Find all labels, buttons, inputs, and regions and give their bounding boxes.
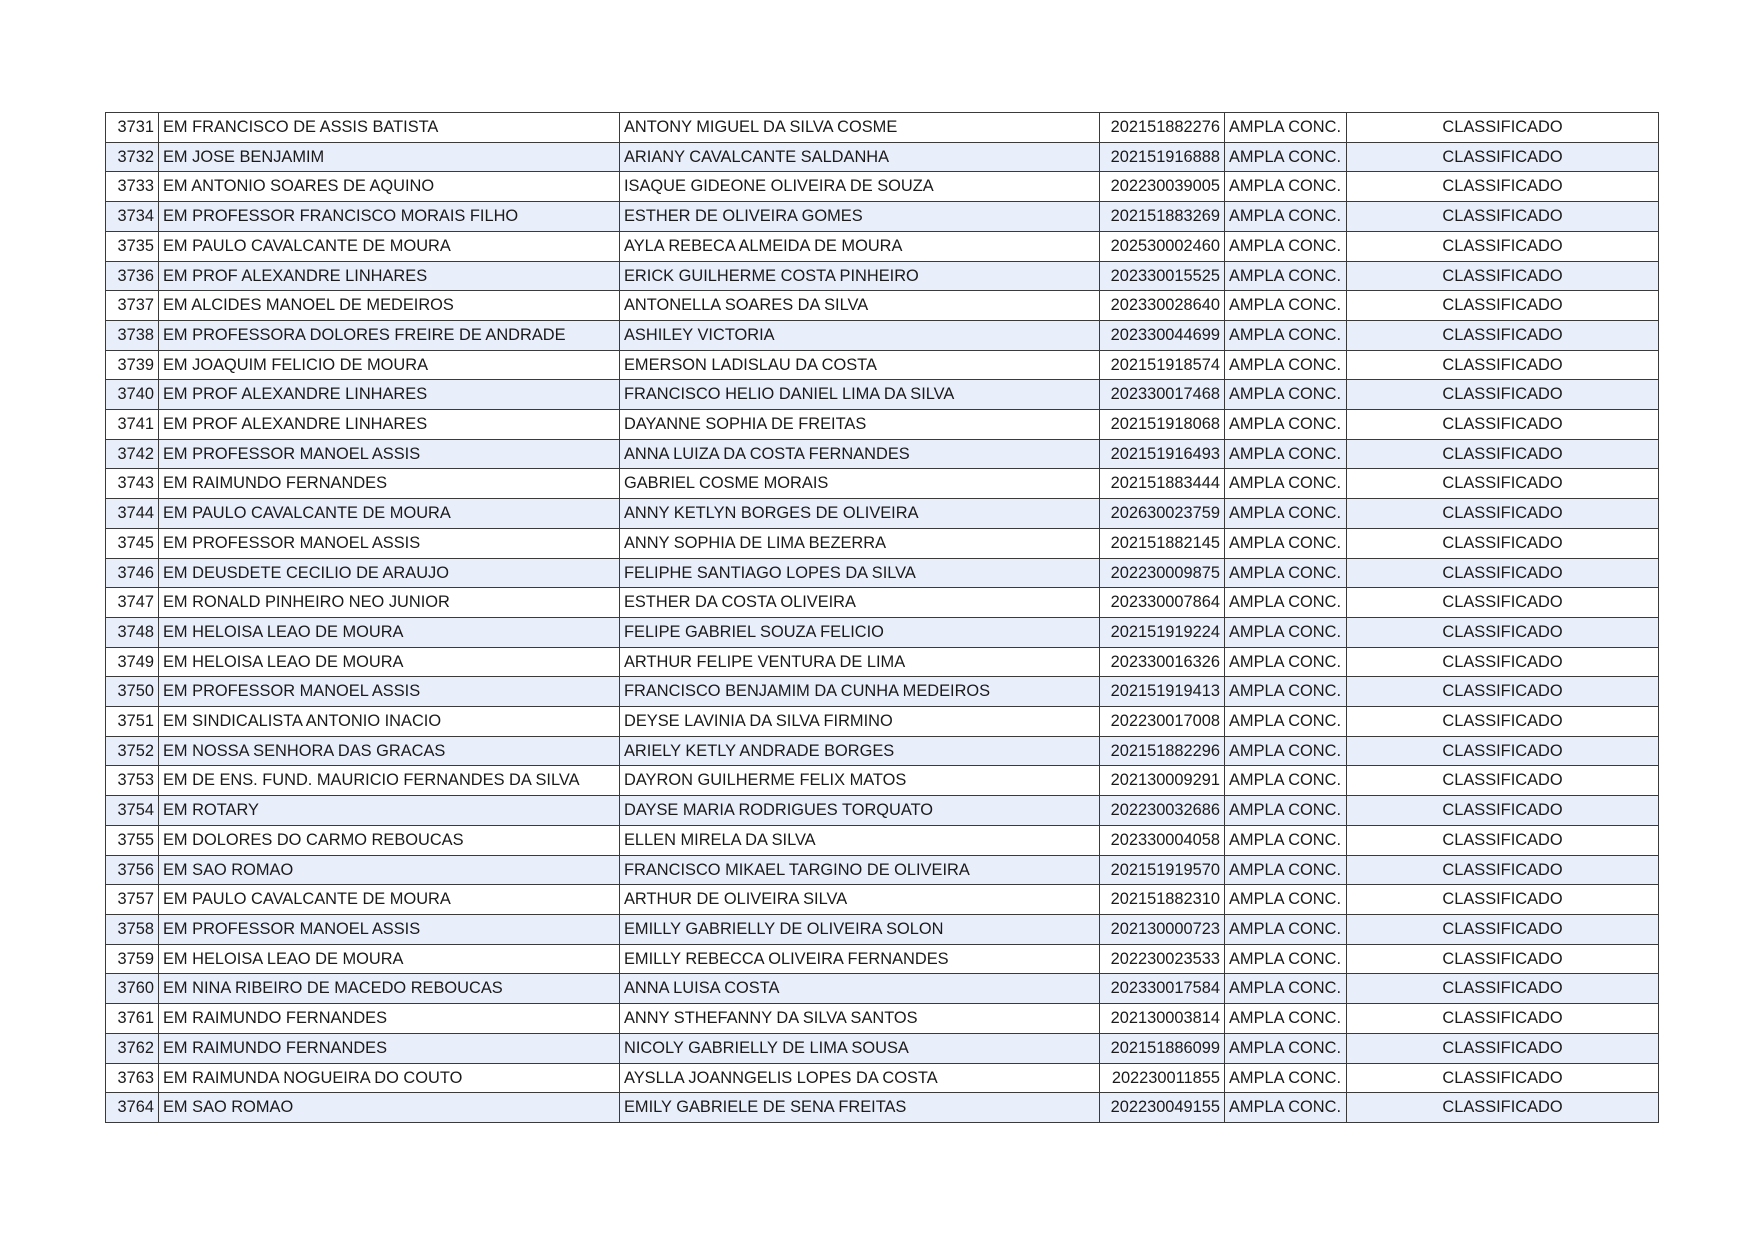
row-number-cell: 3734 bbox=[106, 202, 159, 232]
row-number-cell: 3750 bbox=[106, 677, 159, 707]
category-cell: AMPLA CONC. bbox=[1225, 1063, 1347, 1093]
row-number-cell: 3745 bbox=[106, 528, 159, 558]
school-name-cell: EM RAIMUNDO FERNANDES bbox=[159, 469, 620, 499]
student-name-cell: EMERSON LADISLAU DA COSTA bbox=[620, 350, 1100, 380]
table-row bbox=[106, 558, 1659, 588]
row-number-cell: 3763 bbox=[106, 1063, 159, 1093]
row-number-cell: 3753 bbox=[106, 766, 159, 796]
status-cell: CLASSIFICADO bbox=[1347, 499, 1659, 529]
registration-id-cell: 202230032686 bbox=[1100, 796, 1225, 826]
status-cell: CLASSIFICADO bbox=[1347, 231, 1659, 261]
registration-id-cell: 202230011855 bbox=[1100, 1063, 1225, 1093]
table-row bbox=[106, 617, 1659, 647]
student-name-cell: ERICK GUILHERME COSTA PINHEIRO bbox=[620, 261, 1100, 291]
row-number-cell: 3733 bbox=[106, 172, 159, 202]
registration-id-cell: 202230009875 bbox=[1100, 558, 1225, 588]
student-name-cell: ESTHER DA COSTA OLIVEIRA bbox=[620, 588, 1100, 618]
table-row bbox=[106, 231, 1659, 261]
student-name-cell: DAYRON GUILHERME FELIX MATOS bbox=[620, 766, 1100, 796]
registration-id-cell: 202230049155 bbox=[1100, 1093, 1225, 1123]
school-name-cell: EM NINA RIBEIRO DE MACEDO REBOUCAS bbox=[159, 974, 620, 1004]
registration-id-cell: 202151882145 bbox=[1100, 528, 1225, 558]
row-number-cell: 3755 bbox=[106, 825, 159, 855]
row-number-cell: 3737 bbox=[106, 291, 159, 321]
category-cell: AMPLA CONC. bbox=[1225, 588, 1347, 618]
table-row bbox=[106, 113, 1659, 143]
category-cell: AMPLA CONC. bbox=[1225, 1033, 1347, 1063]
student-name-cell: ELLEN MIRELA DA SILVA bbox=[620, 825, 1100, 855]
category-cell: AMPLA CONC. bbox=[1225, 142, 1347, 172]
student-name-cell: ANNY KETLYN BORGES DE OLIVEIRA bbox=[620, 499, 1100, 529]
school-name-cell: EM DOLORES DO CARMO REBOUCAS bbox=[159, 825, 620, 855]
student-name-cell: ANTONY MIGUEL DA SILVA COSME bbox=[620, 113, 1100, 143]
status-cell: CLASSIFICADO bbox=[1347, 1033, 1659, 1063]
status-cell: CLASSIFICADO bbox=[1347, 707, 1659, 737]
row-number-cell: 3761 bbox=[106, 1004, 159, 1034]
school-name-cell: EM RAIMUNDO FERNANDES bbox=[159, 1033, 620, 1063]
table-row bbox=[106, 736, 1659, 766]
row-number-cell: 3760 bbox=[106, 974, 159, 1004]
school-name-cell: EM PAULO CAVALCANTE DE MOURA bbox=[159, 885, 620, 915]
table-row bbox=[106, 766, 1659, 796]
row-number-cell: 3740 bbox=[106, 380, 159, 410]
row-number-cell: 3736 bbox=[106, 261, 159, 291]
school-name-cell: EM PROFESSOR FRANCISCO MORAIS FILHO bbox=[159, 202, 620, 232]
table-row bbox=[106, 855, 1659, 885]
registration-id-cell: 202151919413 bbox=[1100, 677, 1225, 707]
status-cell: CLASSIFICADO bbox=[1347, 291, 1659, 321]
school-name-cell: EM ROTARY bbox=[159, 796, 620, 826]
row-number-cell: 3731 bbox=[106, 113, 159, 143]
school-name-cell: EM PROFESSOR MANOEL ASSIS bbox=[159, 914, 620, 944]
category-cell: AMPLA CONC. bbox=[1225, 707, 1347, 737]
status-cell: CLASSIFICADO bbox=[1347, 825, 1659, 855]
table-row bbox=[106, 469, 1659, 499]
registration-id-cell: 202330007864 bbox=[1100, 588, 1225, 618]
status-cell: CLASSIFICADO bbox=[1347, 1004, 1659, 1034]
school-name-cell: EM SAO ROMAO bbox=[159, 855, 620, 885]
school-name-cell: EM PROFESSOR MANOEL ASSIS bbox=[159, 528, 620, 558]
row-number-cell: 3743 bbox=[106, 469, 159, 499]
table-row bbox=[106, 707, 1659, 737]
school-name-cell: EM PAULO CAVALCANTE DE MOURA bbox=[159, 231, 620, 261]
school-name-cell: EM DE ENS. FUND. MAURICIO FERNANDES DA SILVA bbox=[159, 766, 620, 796]
registration-id-cell: 202151916888 bbox=[1100, 142, 1225, 172]
school-name-cell: EM NOSSA SENHORA DAS GRACAS bbox=[159, 736, 620, 766]
school-name-cell: EM ANTONIO SOARES DE AQUINO bbox=[159, 172, 620, 202]
results-table bbox=[105, 112, 1659, 1123]
table-row bbox=[106, 261, 1659, 291]
school-name-cell: EM FRANCISCO DE ASSIS BATISTA bbox=[159, 113, 620, 143]
status-cell: CLASSIFICADO bbox=[1347, 885, 1659, 915]
category-cell: AMPLA CONC. bbox=[1225, 825, 1347, 855]
student-name-cell: ARTHUR DE OLIVEIRA SILVA bbox=[620, 885, 1100, 915]
student-name-cell: NICOLY GABRIELLY DE LIMA SOUSA bbox=[620, 1033, 1100, 1063]
registration-id-cell: 202151886099 bbox=[1100, 1033, 1225, 1063]
category-cell: AMPLA CONC. bbox=[1225, 113, 1347, 143]
status-cell: CLASSIFICADO bbox=[1347, 350, 1659, 380]
row-number-cell: 3754 bbox=[106, 796, 159, 826]
table-row bbox=[106, 796, 1659, 826]
table-row bbox=[106, 974, 1659, 1004]
registration-id-cell: 202151919570 bbox=[1100, 855, 1225, 885]
school-name-cell: EM JOAQUIM FELICIO DE MOURA bbox=[159, 350, 620, 380]
student-name-cell: ANTONELLA SOARES DA SILVA bbox=[620, 291, 1100, 321]
row-number-cell: 3749 bbox=[106, 647, 159, 677]
student-name-cell: ASHILEY VICTORIA bbox=[620, 320, 1100, 350]
table-row bbox=[106, 885, 1659, 915]
status-cell: CLASSIFICADO bbox=[1347, 439, 1659, 469]
table-row bbox=[106, 320, 1659, 350]
row-number-cell: 3742 bbox=[106, 439, 159, 469]
school-name-cell: EM SINDICALISTA ANTONIO INACIO bbox=[159, 707, 620, 737]
row-number-cell: 3757 bbox=[106, 885, 159, 915]
category-cell: AMPLA CONC. bbox=[1225, 1093, 1347, 1123]
table-row bbox=[106, 410, 1659, 440]
student-name-cell: ANNA LUISA COSTA bbox=[620, 974, 1100, 1004]
status-cell: CLASSIFICADO bbox=[1347, 1093, 1659, 1123]
student-name-cell: ARIELY KETLY ANDRADE BORGES bbox=[620, 736, 1100, 766]
category-cell: AMPLA CONC. bbox=[1225, 974, 1347, 1004]
table-row bbox=[106, 825, 1659, 855]
school-name-cell: EM JOSE BENJAMIM bbox=[159, 142, 620, 172]
category-cell: AMPLA CONC. bbox=[1225, 796, 1347, 826]
registration-id-cell: 202630023759 bbox=[1100, 499, 1225, 529]
row-number-cell: 3738 bbox=[106, 320, 159, 350]
status-cell: CLASSIFICADO bbox=[1347, 528, 1659, 558]
student-name-cell: ESTHER DE OLIVEIRA GOMES bbox=[620, 202, 1100, 232]
row-number-cell: 3764 bbox=[106, 1093, 159, 1123]
student-name-cell: GABRIEL COSME MORAIS bbox=[620, 469, 1100, 499]
status-cell: CLASSIFICADO bbox=[1347, 914, 1659, 944]
table-row bbox=[106, 439, 1659, 469]
school-name-cell: EM RONALD PINHEIRO NEO JUNIOR bbox=[159, 588, 620, 618]
school-name-cell: EM PROFESSORA DOLORES FREIRE DE ANDRADE bbox=[159, 320, 620, 350]
category-cell: AMPLA CONC. bbox=[1225, 439, 1347, 469]
school-name-cell: EM HELOISA LEAO DE MOURA bbox=[159, 944, 620, 974]
student-name-cell: FRANCISCO HELIO DANIEL LIMA DA SILVA bbox=[620, 380, 1100, 410]
registration-id-cell: 202330017468 bbox=[1100, 380, 1225, 410]
table-row bbox=[106, 142, 1659, 172]
status-cell: CLASSIFICADO bbox=[1347, 944, 1659, 974]
student-name-cell: ISAQUE GIDEONE OLIVEIRA DE SOUZA bbox=[620, 172, 1100, 202]
status-cell: CLASSIFICADO bbox=[1347, 142, 1659, 172]
category-cell: AMPLA CONC. bbox=[1225, 914, 1347, 944]
student-name-cell: ARTHUR FELIPE VENTURA DE LIMA bbox=[620, 647, 1100, 677]
registration-id-cell: 202130009291 bbox=[1100, 766, 1225, 796]
school-name-cell: EM DEUSDETE CECILIO DE ARAUJO bbox=[159, 558, 620, 588]
table-row bbox=[106, 499, 1659, 529]
category-cell: AMPLA CONC. bbox=[1225, 766, 1347, 796]
student-name-cell: DEYSE LAVINIA DA SILVA FIRMINO bbox=[620, 707, 1100, 737]
category-cell: AMPLA CONC. bbox=[1225, 677, 1347, 707]
registration-id-cell: 202151916493 bbox=[1100, 439, 1225, 469]
status-cell: CLASSIFICADO bbox=[1347, 736, 1659, 766]
status-cell: CLASSIFICADO bbox=[1347, 261, 1659, 291]
student-name-cell: AYLA REBECA ALMEIDA DE MOURA bbox=[620, 231, 1100, 261]
category-cell: AMPLA CONC. bbox=[1225, 944, 1347, 974]
status-cell: CLASSIFICADO bbox=[1347, 1063, 1659, 1093]
registration-id-cell: 202230023533 bbox=[1100, 944, 1225, 974]
school-name-cell: EM PROF ALEXANDRE LINHARES bbox=[159, 410, 620, 440]
student-name-cell: ANNY SOPHIA DE LIMA BEZERRA bbox=[620, 528, 1100, 558]
status-cell: CLASSIFICADO bbox=[1347, 677, 1659, 707]
school-name-cell: EM PROF ALEXANDRE LINHARES bbox=[159, 380, 620, 410]
row-number-cell: 3735 bbox=[106, 231, 159, 261]
registration-id-cell: 202330017584 bbox=[1100, 974, 1225, 1004]
category-cell: AMPLA CONC. bbox=[1225, 499, 1347, 529]
category-cell: AMPLA CONC. bbox=[1225, 1004, 1347, 1034]
registration-id-cell: 202530002460 bbox=[1100, 231, 1225, 261]
category-cell: AMPLA CONC. bbox=[1225, 469, 1347, 499]
table-row bbox=[106, 647, 1659, 677]
registration-id-cell: 202130000723 bbox=[1100, 914, 1225, 944]
status-cell: CLASSIFICADO bbox=[1347, 647, 1659, 677]
registration-id-cell: 202151882296 bbox=[1100, 736, 1225, 766]
category-cell: AMPLA CONC. bbox=[1225, 617, 1347, 647]
row-number-cell: 3762 bbox=[106, 1033, 159, 1063]
student-name-cell: AYSLLA JOANNGELIS LOPES DA COSTA bbox=[620, 1063, 1100, 1093]
school-name-cell: EM RAIMUNDA NOGUEIRA DO COUTO bbox=[159, 1063, 620, 1093]
student-name-cell: EMILY GABRIELE DE SENA FREITAS bbox=[620, 1093, 1100, 1123]
registration-id-cell: 202130003814 bbox=[1100, 1004, 1225, 1034]
table-row bbox=[106, 677, 1659, 707]
table-row bbox=[106, 944, 1659, 974]
registration-id-cell: 202330004058 bbox=[1100, 825, 1225, 855]
registration-id-cell: 202151919224 bbox=[1100, 617, 1225, 647]
student-name-cell: EMILLY GABRIELLY DE OLIVEIRA SOLON bbox=[620, 914, 1100, 944]
school-name-cell: EM PROF ALEXANDRE LINHARES bbox=[159, 261, 620, 291]
table-row bbox=[106, 1004, 1659, 1034]
status-cell: CLASSIFICADO bbox=[1347, 202, 1659, 232]
status-cell: CLASSIFICADO bbox=[1347, 766, 1659, 796]
table-row bbox=[106, 914, 1659, 944]
row-number-cell: 3746 bbox=[106, 558, 159, 588]
table-row bbox=[106, 380, 1659, 410]
student-name-cell: DAYSE MARIA RODRIGUES TORQUATO bbox=[620, 796, 1100, 826]
student-name-cell: FELIPHE SANTIAGO LOPES DA SILVA bbox=[620, 558, 1100, 588]
row-number-cell: 3732 bbox=[106, 142, 159, 172]
school-name-cell: EM PROFESSOR MANOEL ASSIS bbox=[159, 439, 620, 469]
row-number-cell: 3747 bbox=[106, 588, 159, 618]
category-cell: AMPLA CONC. bbox=[1225, 261, 1347, 291]
table-row bbox=[106, 528, 1659, 558]
registration-id-cell: 202330044699 bbox=[1100, 320, 1225, 350]
row-number-cell: 3748 bbox=[106, 617, 159, 647]
table-row bbox=[106, 291, 1659, 321]
row-number-cell: 3739 bbox=[106, 350, 159, 380]
status-cell: CLASSIFICADO bbox=[1347, 172, 1659, 202]
school-name-cell: EM HELOISA LEAO DE MOURA bbox=[159, 617, 620, 647]
registration-id-cell: 202330028640 bbox=[1100, 291, 1225, 321]
school-name-cell: EM PROFESSOR MANOEL ASSIS bbox=[159, 677, 620, 707]
school-name-cell: EM HELOISA LEAO DE MOURA bbox=[159, 647, 620, 677]
table-row bbox=[106, 350, 1659, 380]
category-cell: AMPLA CONC. bbox=[1225, 885, 1347, 915]
student-name-cell: ANNA LUIZA DA COSTA FERNANDES bbox=[620, 439, 1100, 469]
status-cell: CLASSIFICADO bbox=[1347, 974, 1659, 1004]
student-name-cell: DAYANNE SOPHIA DE FREITAS bbox=[620, 410, 1100, 440]
row-number-cell: 3741 bbox=[106, 410, 159, 440]
category-cell: AMPLA CONC. bbox=[1225, 380, 1347, 410]
school-name-cell: EM RAIMUNDO FERNANDES bbox=[159, 1004, 620, 1034]
category-cell: AMPLA CONC. bbox=[1225, 558, 1347, 588]
table-row bbox=[106, 1033, 1659, 1063]
student-name-cell: ARIANY CAVALCANTE SALDANHA bbox=[620, 142, 1100, 172]
table-row bbox=[106, 202, 1659, 232]
status-cell: CLASSIFICADO bbox=[1347, 380, 1659, 410]
student-name-cell: FRANCISCO MIKAEL TARGINO DE OLIVEIRA bbox=[620, 855, 1100, 885]
row-number-cell: 3751 bbox=[106, 707, 159, 737]
school-name-cell: EM SAO ROMAO bbox=[159, 1093, 620, 1123]
category-cell: AMPLA CONC. bbox=[1225, 736, 1347, 766]
registration-id-cell: 202151918574 bbox=[1100, 350, 1225, 380]
category-cell: AMPLA CONC. bbox=[1225, 320, 1347, 350]
registration-id-cell: 202151883444 bbox=[1100, 469, 1225, 499]
registration-id-cell: 202230017008 bbox=[1100, 707, 1225, 737]
category-cell: AMPLA CONC. bbox=[1225, 291, 1347, 321]
student-name-cell: EMILLY REBECCA OLIVEIRA FERNANDES bbox=[620, 944, 1100, 974]
status-cell: CLASSIFICADO bbox=[1347, 320, 1659, 350]
row-number-cell: 3756 bbox=[106, 855, 159, 885]
registration-id-cell: 202151883269 bbox=[1100, 202, 1225, 232]
category-cell: AMPLA CONC. bbox=[1225, 855, 1347, 885]
registration-id-cell: 202330016326 bbox=[1100, 647, 1225, 677]
status-cell: CLASSIFICADO bbox=[1347, 855, 1659, 885]
registration-id-cell: 202151882276 bbox=[1100, 113, 1225, 143]
registration-id-cell: 202151882310 bbox=[1100, 885, 1225, 915]
status-cell: CLASSIFICADO bbox=[1347, 410, 1659, 440]
table-row bbox=[106, 1093, 1659, 1123]
table-row bbox=[106, 1063, 1659, 1093]
category-cell: AMPLA CONC. bbox=[1225, 172, 1347, 202]
status-cell: CLASSIFICADO bbox=[1347, 113, 1659, 143]
status-cell: CLASSIFICADO bbox=[1347, 796, 1659, 826]
student-name-cell: FELIPE GABRIEL SOUZA FELICIO bbox=[620, 617, 1100, 647]
school-name-cell: EM ALCIDES MANOEL DE MEDEIROS bbox=[159, 291, 620, 321]
status-cell: CLASSIFICADO bbox=[1347, 588, 1659, 618]
row-number-cell: 3759 bbox=[106, 944, 159, 974]
category-cell: AMPLA CONC. bbox=[1225, 231, 1347, 261]
row-number-cell: 3752 bbox=[106, 736, 159, 766]
status-cell: CLASSIFICADO bbox=[1347, 617, 1659, 647]
row-number-cell: 3744 bbox=[106, 499, 159, 529]
category-cell: AMPLA CONC. bbox=[1225, 647, 1347, 677]
table-row bbox=[106, 588, 1659, 618]
student-name-cell: FRANCISCO BENJAMIM DA CUNHA MEDEIROS bbox=[620, 677, 1100, 707]
category-cell: AMPLA CONC. bbox=[1225, 202, 1347, 232]
table-row bbox=[106, 172, 1659, 202]
registration-id-cell: 202151918068 bbox=[1100, 410, 1225, 440]
status-cell: CLASSIFICADO bbox=[1347, 558, 1659, 588]
row-number-cell: 3758 bbox=[106, 914, 159, 944]
results-table-body bbox=[106, 113, 1659, 1123]
status-cell: CLASSIFICADO bbox=[1347, 469, 1659, 499]
category-cell: AMPLA CONC. bbox=[1225, 350, 1347, 380]
registration-id-cell: 202330015525 bbox=[1100, 261, 1225, 291]
student-name-cell: ANNY STHEFANNY DA SILVA SANTOS bbox=[620, 1004, 1100, 1034]
category-cell: AMPLA CONC. bbox=[1225, 410, 1347, 440]
registration-id-cell: 202230039005 bbox=[1100, 172, 1225, 202]
category-cell: AMPLA CONC. bbox=[1225, 528, 1347, 558]
school-name-cell: EM PAULO CAVALCANTE DE MOURA bbox=[159, 499, 620, 529]
